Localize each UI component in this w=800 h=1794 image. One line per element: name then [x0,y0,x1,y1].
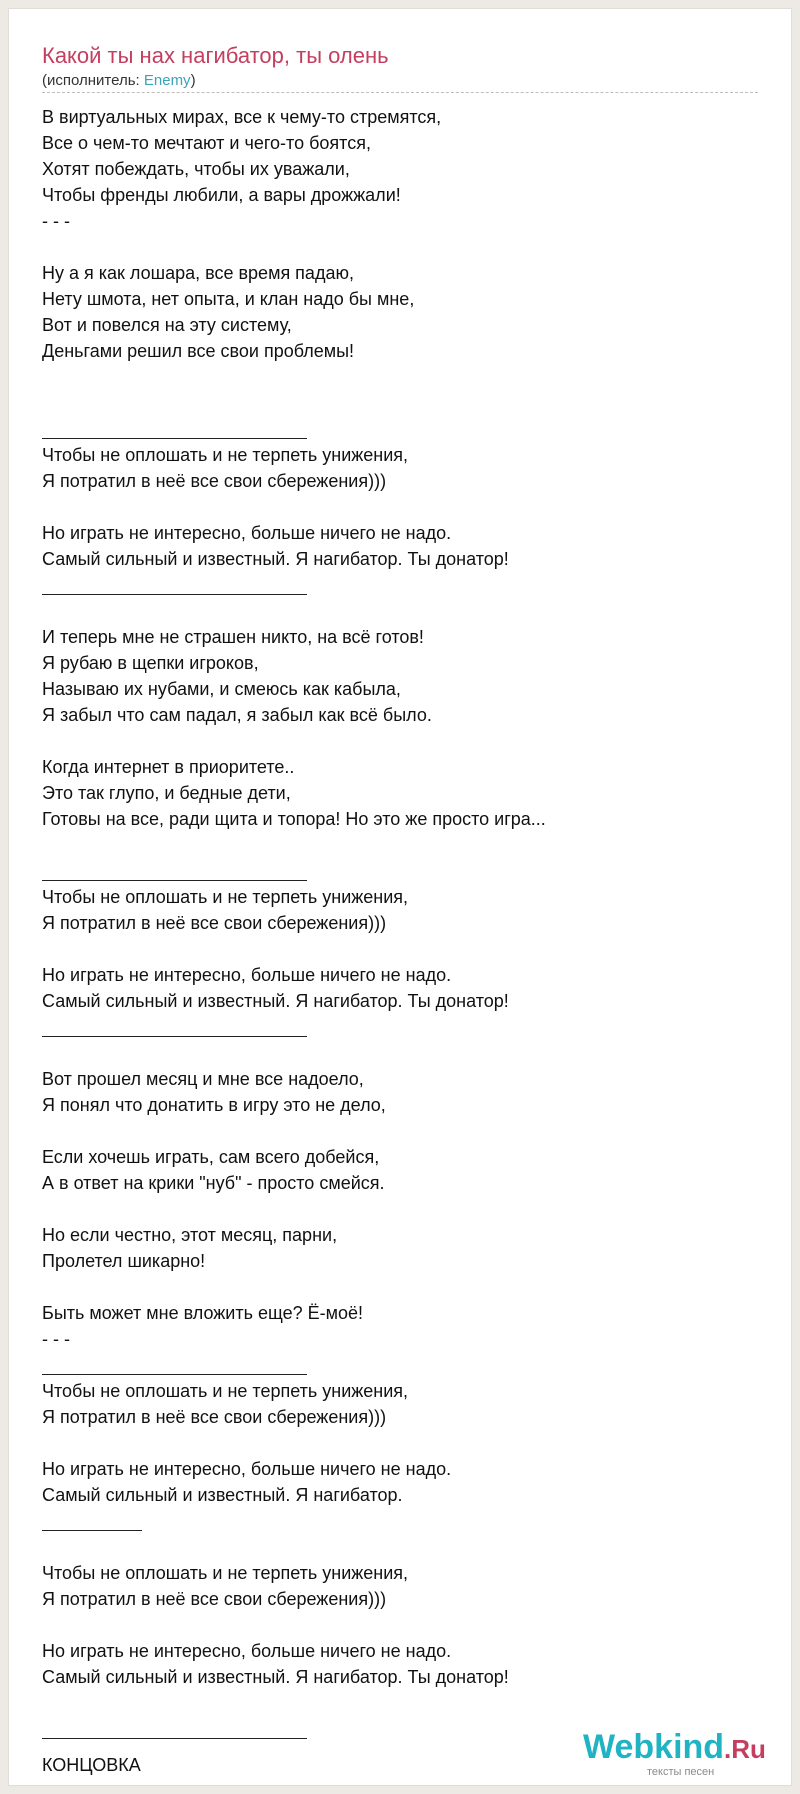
separator-line [42,1374,307,1375]
lyric-line: Я потратил в неё все свои сбережения))) [42,913,387,933]
lyric-line: Я потратил в неё все свои сбережения))) [42,1407,387,1427]
lyric-line: Пролетел шикарно! [42,1251,206,1271]
blank-line [42,364,762,390]
logo-domain: .Ru [724,1734,766,1764]
lyric-line: Когда интернет в приоритете.. [42,757,295,777]
outro-label: КОНЦОВКА [42,1755,141,1775]
artist-link[interactable]: Enemy [143,72,191,89]
performer-prefix: (исполнитель: [42,72,144,89]
lyric-line: Чтобы не оплошать и не терпеть унижения, [42,445,409,465]
lyric-line: Чтобы не оплошать и не терпеть унижения, [42,1563,409,1583]
lyric-line: Я потратил в неё все свои сбережения))) [42,1589,387,1609]
lyric-line: Чтобы не оплошать и не терпеть унижения, [42,887,409,907]
lyric-line: Называю их нубами, и смеюсь как кабыла, [42,679,401,699]
section-separator [42,858,762,884]
blank-line [42,234,762,260]
section-separator [42,1352,762,1378]
lyric-line: Но играть не интересно, больше ничего не надо. [42,965,452,985]
lyric-line: Чтобы френды любили, а вары дрожжали! [42,185,401,205]
section-separator [42,1508,762,1534]
lyric-line: Я потратил в неё все свои сбережения))) [42,471,387,491]
lyric-line: Нету шмота, нет опыта, и клан надо бы мне, [42,289,415,309]
header-divider [42,92,758,93]
lyric-line: Деньгами решил все свои проблемы! [42,341,355,361]
separator-line [42,438,307,439]
lyric-line: Но играть не интересно, больше ничего не надо. [42,1641,452,1661]
song-title: Какой ты нах нагибатор, ты олень [42,43,389,68]
lyric-line: Если хочешь играть, сам всего добейся, [42,1147,380,1167]
separator-line [42,880,307,881]
logo-wordmark: Webkind [583,1728,725,1766]
blank-line [42,598,762,624]
blank-line [42,1040,762,1066]
section-separator [42,1014,762,1040]
section-separator [42,416,762,442]
blank-line [42,390,762,416]
lyric-line: - - - [42,211,70,231]
blank-line [42,728,762,754]
lyrics-page [9,9,791,1785]
lyric-line: Готовы на все, ради щита и топора! Но это же просто игра... [42,809,546,829]
lyric-line: Быть может мне вложить еще? Ё-моё! [42,1303,364,1323]
separator-line [42,594,307,595]
lyric-line: Чтобы не оплошать и не терпеть унижения, [42,1381,409,1401]
blank-line [42,1534,762,1560]
blank-line [42,832,762,858]
site-logo[interactable] [583,1728,766,1778]
lyric-line: Хотят побеждать, чтобы их уважали, [42,159,350,179]
logo-tagline: тексты песен [647,1766,715,1778]
lyric-line: Все о чем-то мечтают и чего-то боятся, [42,133,371,153]
lyric-line: Я рубаю в щепки игроков, [42,653,259,673]
lyric-line: Я забыл что сам падал, я забыл как всё было. [42,705,432,725]
lyric-line: И теперь мне не страшен никто, на всё готов! [42,627,424,647]
blank-line [42,494,762,520]
blank-line [42,1690,762,1716]
lyric-line: Я понял что донатить в игру это не дело, [42,1095,386,1115]
separator-line [42,1530,142,1531]
blank-line [42,1274,762,1300]
lyric-line: Вот прошел месяц и мне все надоело, [42,1069,364,1089]
blank-line [42,1118,762,1144]
lyric-line: Самый сильный и известный. Я нагибатор. Ты донатор! [42,991,509,1011]
lyric-line: Самый сильный и известный. Я нагибатор. Ты донатор! [42,549,509,569]
lyrics-body [42,104,762,1778]
separator-line [42,1738,307,1739]
lyric-line: Самый сильный и известный. Я нагибатор. Ты донатор! [42,1667,509,1687]
lyric-line: А в ответ на крики "нуб" - просто смейся. [42,1173,385,1193]
performer-suffix: ) [190,72,196,89]
lyric-line: Это так глупо, и бедные дети, [42,783,291,803]
lyric-line: Но играть не интересно, больше ничего не надо. [42,523,452,543]
lyric-line: Вот и повелся на эту систему, [42,315,292,335]
lyric-line: - - - [42,1329,70,1349]
lyric-line: Самый сильный и известный. Я нагибатор. [42,1485,403,1505]
performer-line [42,72,196,89]
blank-line [42,936,762,962]
blank-line [42,1196,762,1222]
section-separator [42,572,762,598]
lyric-line: Но если честно, этот месяц, парни, [42,1225,338,1245]
blank-line [42,1430,762,1456]
blank-line [42,1612,762,1638]
lyric-line: В виртуальных мирах, все к чему-то стремятся, [42,107,442,127]
separator-line [42,1036,307,1037]
lyric-line: Но играть не интересно, больше ничего не надо. [42,1459,452,1479]
lyric-line: Ну а я как лошара, все время падаю, [42,263,354,283]
